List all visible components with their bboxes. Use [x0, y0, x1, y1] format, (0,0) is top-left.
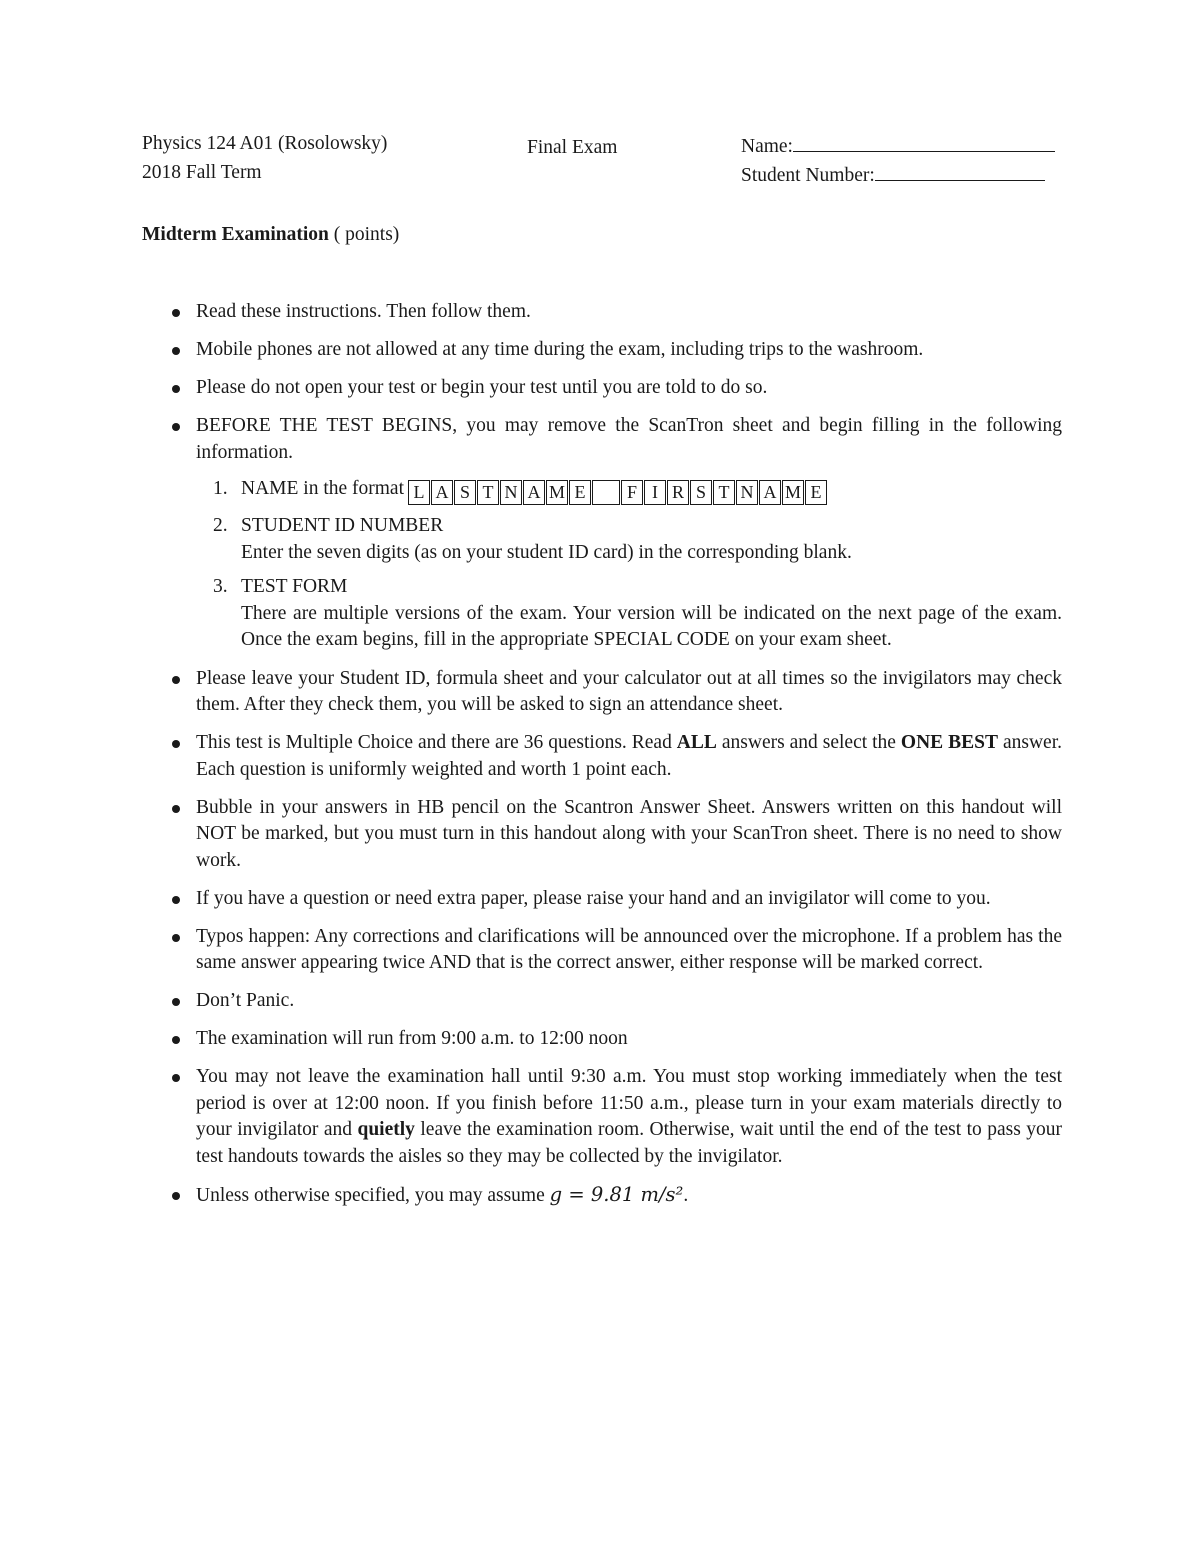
- instruction-text: If you have a question or need extra paper, please raise your hand and an invigilator will come to you.: [196, 887, 991, 909]
- name-format-box: A: [759, 480, 781, 505]
- instruction-text: Unless otherwise specified, you may assume: [196, 1184, 550, 1206]
- instruction-text: Bubble in your answers in HB pencil on the Scantron Answer Sheet. Answers written on this handout will NOT be marked, but you must turn in this handout along with your ScanTron sheet. There is no need to show work.: [196, 796, 1062, 871]
- instruction-text: leave the examination room. Otherwise, wait until the end of the test to pass your test handouts towards the aisles so they may be collected by the invigilator.: [196, 1119, 1062, 1167]
- name-format-box: M: [782, 480, 804, 505]
- name-format-box: E: [805, 480, 827, 505]
- step-text: Enter the seven digits (as on your student ID card) in the corresponding blank.: [241, 541, 852, 563]
- instruction-text: You may not leave the examination hall until 9:30 a.m. You must stop working immediately when the test period is over at 12:00 noon. If you finish before 11:50 a.m., please turn in your exam materials directly to your invigilator and: [196, 1066, 1062, 1140]
- name-format-box: N: [500, 480, 522, 505]
- step-student-id: [196, 513, 1062, 566]
- instruction-text: Typos happen: Any corrections and clarifications will be announced over the microphone. If a problem has the same answer appearing twice AND that is the correct answer, either response will be marked correct.: [196, 925, 1062, 973]
- name-format-box: M: [546, 480, 568, 505]
- student-number-blank-line: [875, 160, 1045, 181]
- name-format-boxes: [408, 480, 827, 505]
- emphasis-one-best: ONE BEST: [900, 732, 998, 753]
- name-format-box: [592, 480, 620, 505]
- name-field[interactable]: [741, 131, 1055, 161]
- name-format-box: S: [690, 480, 712, 505]
- name-format-box: N: [736, 480, 758, 505]
- instruction-text: Mobile phones are not allowed at any time during the exam, including trips to the washroom.: [196, 339, 924, 360]
- instruction-text: Read these instructions. Then follow them.: [196, 301, 531, 322]
- section-title-bold: Midterm Examination: [142, 224, 329, 245]
- section-title-points: ( points): [328, 224, 400, 245]
- step-name: [196, 476, 1062, 505]
- section-title: [142, 222, 399, 249]
- name-label: Name:: [741, 136, 793, 157]
- course-title: Physics 124 A01 (Rosolowsky): [142, 133, 388, 154]
- instruction-list: [172, 299, 1062, 1221]
- instruction-item: [172, 666, 1062, 719]
- exam-type: Final Exam: [527, 137, 618, 158]
- gravity-formula: g = 9.81 m/s²: [549, 1182, 684, 1206]
- step-number: 1.: [213, 478, 228, 499]
- instruction-text: The examination will run from 9:00 a.m. to 12:00 noon: [196, 1028, 628, 1049]
- name-format-box: I: [644, 480, 666, 505]
- name-format-box: E: [569, 480, 591, 505]
- step-number: 2.: [213, 515, 228, 536]
- step-test-form: [196, 574, 1062, 654]
- instruction-item: [172, 337, 1062, 364]
- name-format-box: L: [408, 480, 430, 505]
- instruction-item: [172, 730, 1062, 783]
- instruction-item: [172, 299, 1062, 326]
- instruction-text: Don’t Panic.: [196, 990, 295, 1011]
- instruction-text: Please leave your Student ID, formula sheet and your calculator out at all times so the invigilators may check them. After they check them, you will be asked to sign an attendance sheet.: [196, 667, 1062, 715]
- instruction-text: BEFORE THE TEST BEGINS, you may remove the ScanTron sheet and begin filling in the following information.: [196, 415, 1062, 463]
- step-number: 3.: [213, 576, 228, 597]
- name-format-box: T: [477, 480, 499, 505]
- name-blank-line: [793, 131, 1055, 152]
- instruction-text: Please do not open your test or begin your test until you are told to do so.: [196, 377, 768, 398]
- instruction-item: [172, 375, 1062, 402]
- instruction-text: .: [683, 1184, 689, 1206]
- student-number-field[interactable]: [741, 160, 1045, 190]
- emphasis-all: ALL: [676, 732, 717, 753]
- instruction-item: [172, 924, 1062, 977]
- step-title: STUDENT ID NUMBER: [241, 515, 444, 536]
- instruction-item: [172, 1064, 1062, 1170]
- instruction-item: [172, 1182, 1062, 1210]
- name-format-box: S: [454, 480, 476, 505]
- name-format-box: A: [431, 480, 453, 505]
- instruction-text: This test is Multiple Choice and there are 36 questions. Read: [196, 732, 677, 753]
- name-format-box: F: [621, 480, 643, 505]
- instruction-text: answers and select the: [716, 732, 901, 753]
- step-title: TEST FORM: [241, 576, 348, 597]
- name-format-box: R: [667, 480, 689, 505]
- instruction-item: [172, 795, 1062, 875]
- step-text: There are multiple versions of the exam. Your version will be indicated on the next page of the exam. Once the exam begins, fill in the appropriate SPECIAL CODE on your exam sheet.: [241, 602, 1062, 650]
- student-number-label: Student Number:: [741, 165, 875, 186]
- instruction-item: [172, 1026, 1062, 1053]
- instruction-item: [172, 886, 1062, 913]
- emphasis-quietly: quietly: [357, 1119, 415, 1140]
- step-label: NAME in the format: [241, 478, 405, 499]
- scantron-steps: [196, 476, 1062, 654]
- name-format-box: A: [523, 480, 545, 505]
- instruction-item: [172, 413, 1062, 654]
- instruction-item: [172, 988, 1062, 1015]
- instruction-text: answer. Each question is uniformly weighted and worth 1 point each.: [196, 732, 1062, 780]
- term-label: 2018 Fall Term: [142, 162, 262, 183]
- name-format-box: T: [713, 480, 735, 505]
